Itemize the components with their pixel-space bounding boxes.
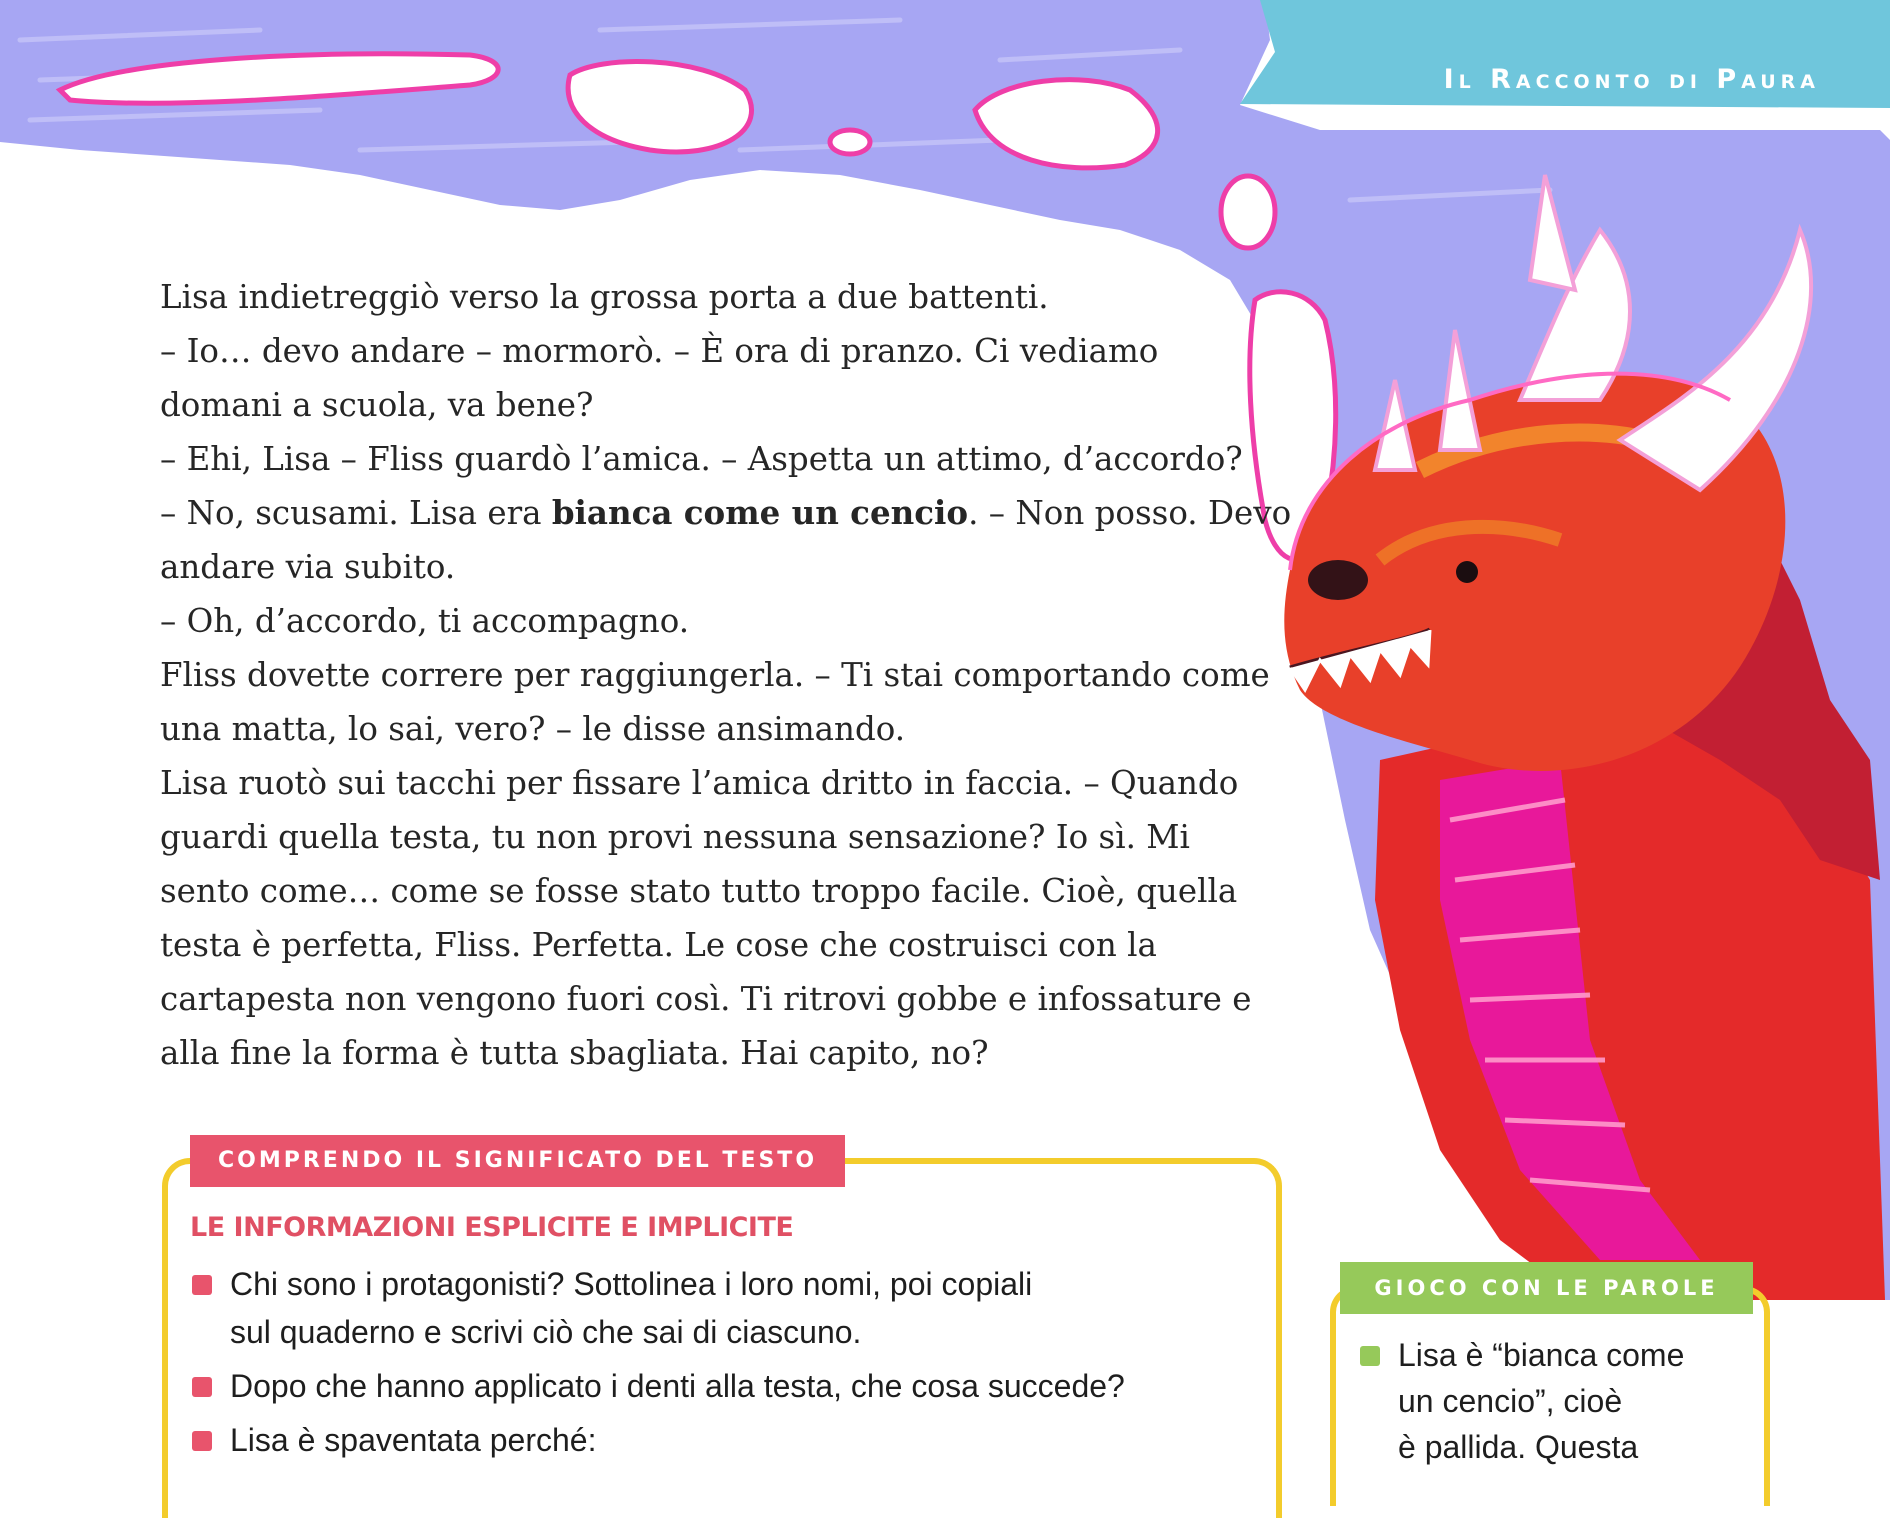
header-tab: [1240, 0, 1890, 104]
exercise-item: [190, 1362, 1270, 1410]
story-line: sento come… come se fosse stato tutto troppo facile. Cioè, quella: [160, 872, 1238, 910]
bullet-square-icon: [192, 1377, 212, 1397]
story-line: testa è perfetta, Fliss. Perfetta. Le cose che costruisci con la: [160, 926, 1157, 964]
section-label: Il Racconto di Paura: [1443, 64, 1820, 95]
story-line: – Ehi, Lisa – Fliss guardò l’amica. – Aspetta un attimo, d’accordo?: [160, 440, 1243, 478]
exercise-item-text: Lisa è spaventata perché:: [230, 1422, 597, 1458]
story-line-bold: [160, 486, 1292, 540]
story-line: domani a scuola, va bene?: [160, 386, 594, 424]
bullet-square-icon: [192, 1431, 212, 1451]
story-line: alla fine la forma è tutta sbagliata. Hai capito, no?: [160, 1034, 989, 1072]
exercise-list: [190, 1260, 1270, 1470]
story-bold-before: – No, scusami. Lisa era: [160, 494, 552, 532]
story-line: – Io… devo andare – mormorò. – È ora di pranzo. Ci vediamo: [160, 332, 1159, 370]
story-line: andare via subito.: [160, 548, 456, 586]
game-body: [1360, 1332, 1760, 1470]
exercise-item-text: Dopo che hanno applicato i denti alla testa, che cosa succede?: [230, 1368, 1125, 1404]
story-bold-phrase: bianca come un cencio: [551, 493, 969, 532]
exercise-item-text: Chi sono i protagonisti? Sottolinea i loro nomi, poi copiali sul quaderno e scrivi ciò che sai di ciascuno.: [230, 1266, 1033, 1350]
story-line: una matta, lo sai, vero? – le disse ansimando.: [160, 710, 906, 748]
story-line: Lisa indietreggiò verso la grossa porta a due battenti.: [160, 278, 1049, 316]
exercise-item: [190, 1416, 1270, 1464]
cloud-dot: [1221, 176, 1275, 248]
eye: [1456, 561, 1478, 583]
nostril: [1308, 560, 1368, 600]
story-line: Lisa ruotò sui tacchi per fissare l’amica dritto in faccia. – Quando: [160, 764, 1239, 802]
exercise-tag: COMPRENDO IL SIGNIFICATO DEL TESTO: [190, 1135, 845, 1187]
cloud-small: [830, 130, 870, 154]
story-line: – Oh, d’accordo, ti accompagno.: [160, 602, 690, 640]
story-bold-after: . – Non posso. Devo: [968, 494, 1292, 532]
exercise-item: [190, 1260, 1270, 1356]
game-text: Lisa è “bianca come un cencio”, cioè è pallida. Questa: [1398, 1337, 1685, 1465]
story-line: cartapesta non vengono fuori così. Ti ritrovi gobbe e infossature e: [160, 980, 1252, 1018]
exercise-subtitle: LE INFORMAZIONI ESPLICITE E IMPLICITE: [190, 1212, 794, 1243]
game-tag: GIOCO CON LE PAROLE: [1340, 1262, 1753, 1314]
story-text: [160, 270, 1292, 1080]
bullet-square-icon: [192, 1275, 212, 1295]
bullet-square-icon: [1360, 1346, 1380, 1366]
story-line: guardi quella testa, tu non provi nessuna sensazione? Io sì. Mi: [160, 818, 1190, 856]
story-line: Fliss dovette correre per raggiungerla. – Ti stai comportando come: [160, 656, 1270, 694]
